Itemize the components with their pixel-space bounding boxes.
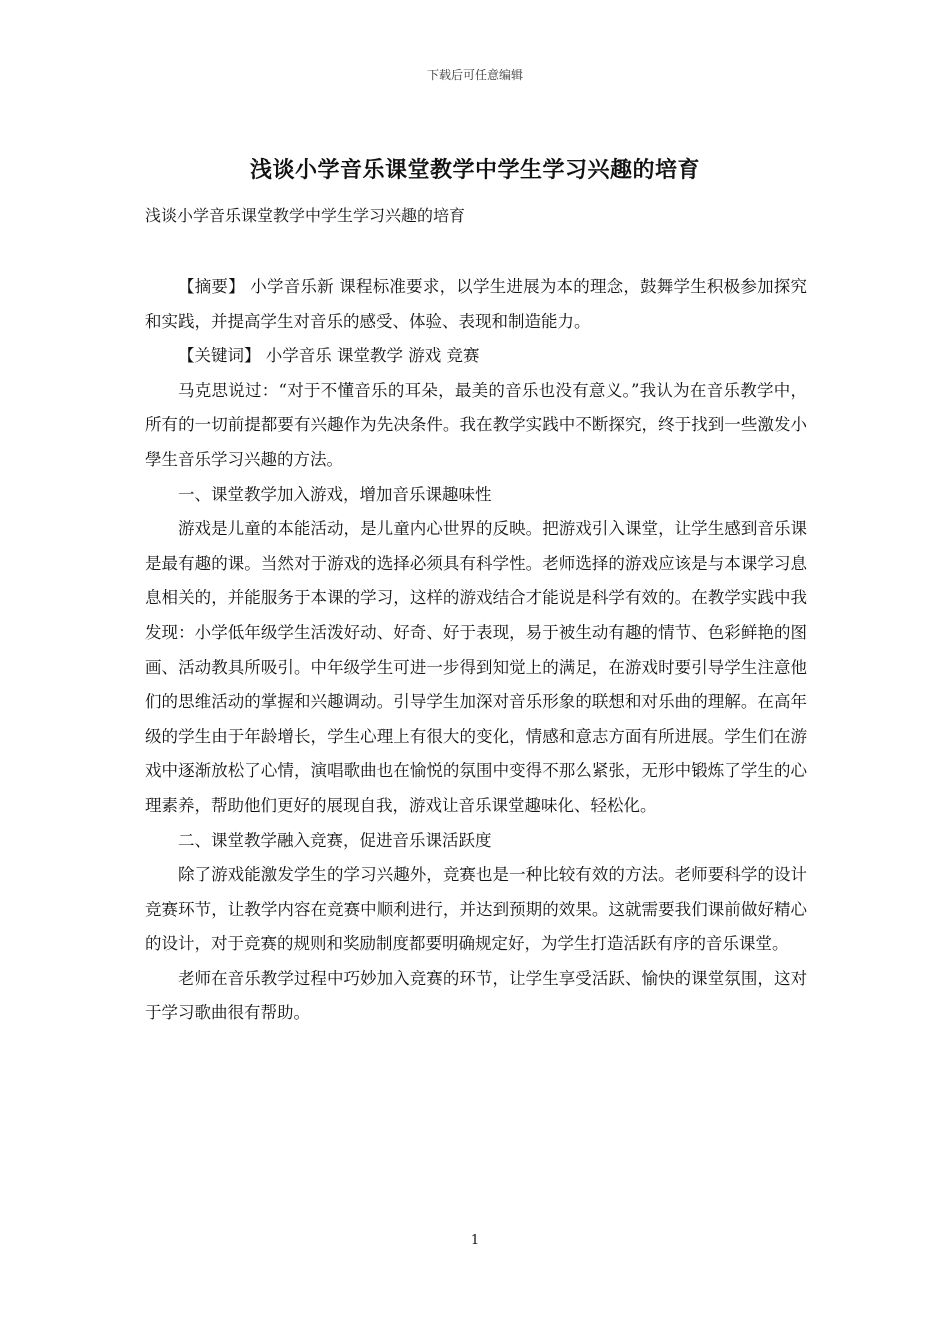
section-heading-1: 一、课堂教学加入游戏，增加音乐课趣味性 (178, 484, 492, 504)
section-2-paragraph-1: 除了游戏能激发学生的学习兴趣外，竞赛也是一种比较有效的方法。老师要科学的设计竞赛环节，让教学内容在竞赛中顺利进行，并达到预期的效果。这就需要我们课前做好精心的设计，对于竞赛的规则和奖励制度都要明确规定好，为学生打造活跃有序的音乐课堂。 (145, 865, 807, 954)
document-subtitle: 浅谈小学音乐课堂教学中学生学习兴趣的培育 (145, 206, 466, 225)
keywords-paragraph: 【关键词】 小学音乐 课堂教学 游戏 竞赛 (178, 346, 480, 366)
section-1-paragraph: 游戏是儿童的本能活动，是儿童内心世界的反映。把游戏引入课堂，让学生感到音乐课是最有趣的课。当然对于游戏的选择必须具有科学性。老师选择的游戏应该是与本课学习息息相关的，并能服务于本课的学习，这样的游戏结合才能说是科学有效的。在教学实践中我发现：小学低年级学生活泼好动、好奇、好于表现，易于被生动有趣的情节、色彩鲜艳的图画、活动教具所吸引。中年级学生可进一步得到知觉上的满足，在游戏时要引导学生注意他们的思维活动的掌握和兴趣调动。引导学生加深对音乐形象的联想和对乐曲的理解。在高年级的学生由于年龄增长，学生心理上有很大的变化，情感和意志方面有所进展。学生们在游戏中逐渐放松了心情，演唱歌曲也在愉悦的氛围中变得不那么紧张，无形中锻炼了学生的心理素养，帮助他们更好的展现自我，游戏让音乐课堂趣味化、轻松化。 (145, 519, 807, 815)
intro-paragraph: 马克思说过：“对于不懂音乐的耳朵，最美的音乐也没有意义。”我认为在音乐教学中，所有的一切前提都要有兴趣作为先决条件。我在教学实践中不断探究，终于找到一些激发小學生音乐学习兴趣的方法。 (145, 380, 807, 469)
abstract-paragraph: 【摘要】 小学音乐新 课程标准要求，以学生进展为本的理念，鼓舞学生积极参加探究和实践，并提高学生对音乐的感受、体验、表现和制造能力。 (145, 277, 807, 331)
section-heading-2: 二、课堂教学融入竞赛，促进音乐课活跃度 (178, 830, 492, 850)
section-2-paragraph-2: 老师在音乐教学过程中巧妙加入竞赛的环节，让学生享受活跃、愉快的课堂氛围，这对于学习歌曲很有帮助。 (145, 968, 807, 1023)
document-body (145, 270, 807, 1031)
page-number: 1 (470, 1233, 480, 1248)
document-title: 浅谈小学音乐课堂教学中学生学习兴趣的培育 (249, 157, 700, 183)
header-note: 下载后可任意编辑 (426, 68, 523, 82)
